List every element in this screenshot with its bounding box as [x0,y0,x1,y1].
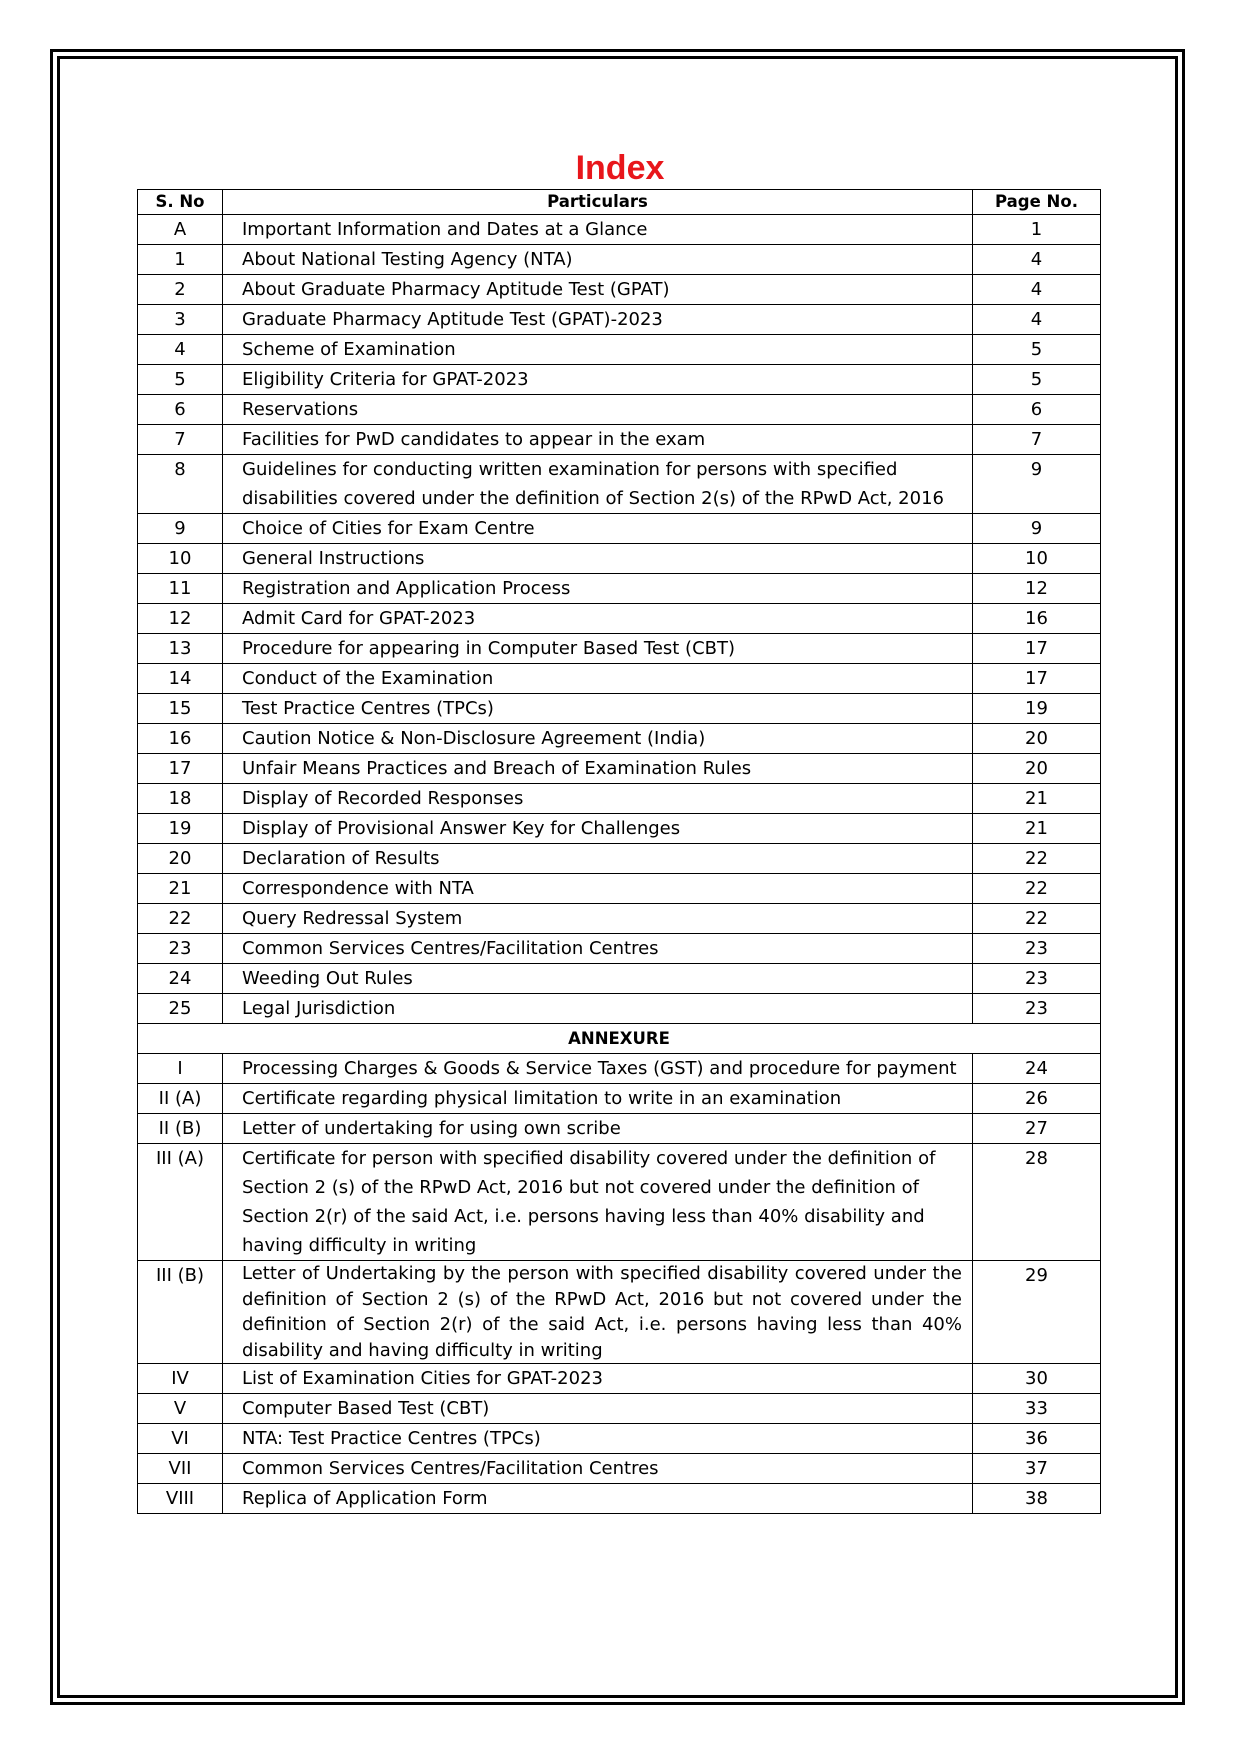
page-no-cell: 22 [973,844,1101,874]
sno-cell: III (B) [138,1261,223,1364]
sno-cell: 20 [138,844,223,874]
particulars-cell: Admit Card for GPAT-2023 [223,604,973,634]
sno-cell: 10 [138,544,223,574]
sno-cell: VI [138,1424,223,1454]
page-no-cell: 4 [973,275,1101,305]
table-row [138,964,1101,994]
particulars-cell: Graduate Pharmacy Aptitude Test (GPAT)-2023 [223,305,973,335]
page-no-cell: 1 [973,215,1101,245]
sno-cell: 15 [138,694,223,724]
page-no-cell: 16 [973,604,1101,634]
particulars-cell: Choice of Cities for Exam Centre [223,514,973,544]
table-row [138,694,1101,724]
table-row [138,335,1101,365]
page-no-cell: 20 [973,724,1101,754]
page-no-cell: 9 [973,455,1101,514]
table-row [138,664,1101,694]
page-no-cell: 6 [973,395,1101,425]
header-particulars: Particulars [223,190,973,215]
sno-cell: 19 [138,814,223,844]
sno-cell: 23 [138,934,223,964]
page-no-cell: 22 [973,904,1101,934]
table-row [138,604,1101,634]
sno-cell: IV [138,1364,223,1394]
table-row [138,1454,1101,1484]
page-no-cell: 23 [973,964,1101,994]
table-row [138,305,1101,335]
page-no-cell: 27 [973,1114,1101,1144]
sno-cell: 9 [138,514,223,544]
particulars-cell: Guidelines for conducting written examination for persons with specified disabilities covered under the definition of Section 2(s) of the RPwD Act, 2016 [223,455,973,514]
particulars-cell: Scheme of Examination [223,335,973,365]
sno-cell: I [138,1054,223,1084]
table-row [138,904,1101,934]
table-row [138,844,1101,874]
particulars-cell: Computer Based Test (CBT) [223,1394,973,1424]
particulars-cell: Processing Charges & Goods & Service Taxes (GST) and procedure for payment [223,1054,973,1084]
particulars-cell: Eligibility Criteria for GPAT-2023 [223,365,973,395]
table-header-row [138,190,1101,215]
particulars-cell: Reservations [223,395,973,425]
table-row [138,365,1101,395]
page-no-cell: 7 [973,425,1101,455]
table-row [138,1424,1101,1454]
particulars-cell: List of Examination Cities for GPAT-2023 [223,1364,973,1394]
annexure-heading: ANNEXURE [138,1024,1101,1054]
particulars-cell: General Instructions [223,544,973,574]
sno-cell: 6 [138,395,223,425]
table-row [138,634,1101,664]
sno-cell: V [138,1394,223,1424]
index-table [137,189,1101,1514]
page-no-cell: 22 [973,874,1101,904]
annexure-row [138,1024,1101,1054]
page-no-cell: 36 [973,1424,1101,1454]
particulars-cell: Conduct of the Examination [223,664,973,694]
particulars-cell: Registration and Application Process [223,574,973,604]
page-no-cell: 23 [973,994,1101,1024]
particulars-cell: Letter of undertaking for using own scribe [223,1114,973,1144]
particulars-cell: Test Practice Centres (TPCs) [223,694,973,724]
header-page-no: Page No. [973,190,1101,215]
table-row [138,1484,1101,1514]
page-no-cell: 20 [973,754,1101,784]
table-row [138,1114,1101,1144]
table-row [138,245,1101,275]
sno-cell: 18 [138,784,223,814]
page-no-cell: 17 [973,664,1101,694]
sno-cell: 25 [138,994,223,1024]
table-row [138,455,1101,514]
page-no-cell: 33 [973,1394,1101,1424]
table-row [138,514,1101,544]
page-no-cell: 37 [973,1454,1101,1484]
table-row [138,754,1101,784]
table-row [138,1394,1101,1424]
sno-cell: III (A) [138,1144,223,1261]
table-row [138,934,1101,964]
page-no-cell: 24 [973,1054,1101,1084]
particulars-cell: Legal Jurisdiction [223,994,973,1024]
page-no-cell: 4 [973,245,1101,275]
particulars-cell: Query Redressal System [223,904,973,934]
table-row [138,425,1101,455]
page-no-cell: 19 [973,694,1101,724]
page-no-cell: 38 [973,1484,1101,1514]
table-row [138,994,1101,1024]
sno-cell: 1 [138,245,223,275]
sno-cell: 22 [138,904,223,934]
table-row [138,1084,1101,1114]
sno-cell: 11 [138,574,223,604]
particulars-cell: Common Services Centres/Facilitation Centres [223,934,973,964]
table-row [138,215,1101,245]
sno-cell: 2 [138,275,223,305]
page-no-cell: 5 [973,335,1101,365]
table-row [138,1144,1101,1261]
sno-cell: 8 [138,455,223,514]
sno-cell: 13 [138,634,223,664]
page-no-cell: 9 [973,514,1101,544]
particulars-cell: Important Information and Dates at a Glance [223,215,973,245]
sno-cell: 24 [138,964,223,994]
particulars-cell: Correspondence with NTA [223,874,973,904]
particulars-cell: Letter of Undertaking by the person with specified disability covered under the definition of Section 2 (s) of the RPwD Act, 2016 but not covered under the definition of Section 2(r) of the said Act, i.e. persons having less than 40% disability and having difficulty in writing [223,1261,973,1364]
page-title: Index [575,149,665,187]
particulars-cell: Weeding Out Rules [223,964,973,994]
table-row [138,1054,1101,1084]
table-row [138,874,1101,904]
page-no-cell: 4 [973,305,1101,335]
particulars-cell: Caution Notice & Non-Disclosure Agreement (India) [223,724,973,754]
table-row [138,814,1101,844]
page-no-cell: 21 [973,814,1101,844]
table-row [138,724,1101,754]
page-no-cell: 26 [973,1084,1101,1114]
particulars-cell: Common Services Centres/Facilitation Centres [223,1454,973,1484]
sno-cell: 12 [138,604,223,634]
particulars-cell: Display of Recorded Responses [223,784,973,814]
particulars-cell: Declaration of Results [223,844,973,874]
particulars-cell: Display of Provisional Answer Key for Challenges [223,814,973,844]
particulars-cell: Unfair Means Practices and Breach of Examination Rules [223,754,973,784]
table-row [138,395,1101,425]
particulars-cell: Certificate regarding physical limitation to write in an examination [223,1084,973,1114]
page-no-cell: 29 [973,1261,1101,1364]
particulars-cell: About National Testing Agency (NTA) [223,245,973,275]
page-no-cell: 30 [973,1364,1101,1394]
particulars-cell: Replica of Application Form [223,1484,973,1514]
page-no-cell: 23 [973,934,1101,964]
table-row [138,1364,1101,1394]
sno-cell: II (A) [138,1084,223,1114]
table-row [138,574,1101,604]
sno-cell: 4 [138,335,223,365]
sno-cell: 3 [138,305,223,335]
particulars-cell: NTA: Test Practice Centres (TPCs) [223,1424,973,1454]
particulars-cell: Facilities for PwD candidates to appear in the exam [223,425,973,455]
table-row [138,544,1101,574]
table-row [138,1261,1101,1364]
sno-cell: 17 [138,754,223,784]
sno-cell: 21 [138,874,223,904]
sno-cell: II (B) [138,1114,223,1144]
sno-cell: 7 [138,425,223,455]
header-sno: S. No [138,190,223,215]
sno-cell: 14 [138,664,223,694]
particulars-cell: Procedure for appearing in Computer Based Test (CBT) [223,634,973,664]
sno-cell: VII [138,1454,223,1484]
page-no-cell: 21 [973,784,1101,814]
sno-cell: 5 [138,365,223,395]
table-row [138,784,1101,814]
sno-cell: A [138,215,223,245]
page-no-cell: 5 [973,365,1101,395]
particulars-cell: About Graduate Pharmacy Aptitude Test (GPAT) [223,275,973,305]
particulars-cell: Certificate for person with specified disability covered under the definition of Section 2 (s) of the RPwD Act, 2016 but not covered under the definition of Section 2(r) of the said Act, i.e. persons having less than 40% disability and having difficulty in writing [223,1144,973,1261]
page-no-cell: 10 [973,544,1101,574]
table-row [138,275,1101,305]
page-no-cell: 12 [973,574,1101,604]
page-no-cell: 28 [973,1144,1101,1261]
sno-cell: 16 [138,724,223,754]
sno-cell: VIII [138,1484,223,1514]
page-no-cell: 17 [973,634,1101,664]
